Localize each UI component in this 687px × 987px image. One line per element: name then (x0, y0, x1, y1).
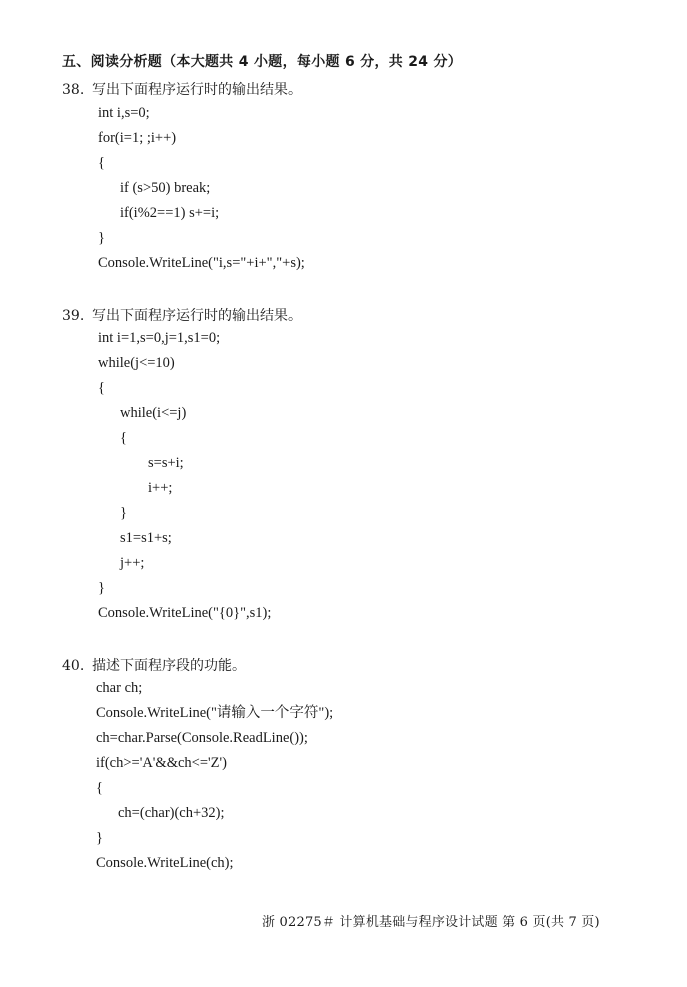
code-line: while(i<=j) (120, 405, 187, 421)
question-prompt: 写出下面程序运行时的输出结果。 (92, 308, 302, 324)
code-line: if (s>50) break; (120, 180, 211, 196)
code-line: while(j<=10) (98, 355, 175, 371)
question-38-heading (62, 79, 302, 99)
code-line: int i,s=0; (98, 105, 150, 121)
code-line: j++; (120, 555, 145, 571)
code-line: { (98, 380, 105, 396)
code-line: Console.WriteLine("i,s="+i+","+s); (98, 255, 305, 271)
question-39-code (98, 326, 271, 626)
question-39-heading (62, 305, 302, 325)
code-line: s1=s1+s; (120, 530, 172, 546)
code-line: } (120, 505, 127, 521)
question-prompt: 描述下面程序段的功能。 (92, 658, 246, 674)
code-line: int i=1,s=0,j=1,s1=0; (98, 330, 221, 346)
code-line: { (98, 155, 105, 171)
code-line: ch=char.Parse(Console.ReadLine()); (96, 730, 308, 746)
code-line: } (98, 580, 105, 596)
question-number: 40. (62, 658, 85, 674)
question-number: 39. (62, 308, 85, 324)
code-line: if(i%2==1) s+=i; (120, 205, 220, 221)
code-line: Console.WriteLine(ch); (96, 855, 234, 871)
code-line: char ch; (96, 680, 143, 696)
code-line: s=s+i; (148, 455, 184, 471)
code-line: } (98, 230, 105, 246)
code-line: if(ch>='A'&&ch<='Z') (96, 755, 227, 771)
code-line: Console.WriteLine("请输入一个字符"); (96, 705, 334, 721)
code-line: ch=(char)(ch+32); (118, 805, 225, 821)
question-38-code (98, 101, 305, 276)
question-prompt: 写出下面程序运行时的输出结果。 (92, 82, 302, 98)
code-line: Console.WriteLine("{0}",s1); (98, 605, 272, 621)
code-line: i++; (148, 480, 173, 496)
section-title: 五、阅读分析题（本大题共 4 小题，每小题 6 分，共 24 分） (62, 54, 463, 70)
code-line: { (96, 780, 103, 796)
question-40-code (96, 676, 333, 876)
code-line: } (96, 830, 103, 846)
question-number: 38. (62, 82, 85, 98)
code-line: { (120, 430, 127, 446)
question-40-heading (62, 655, 246, 675)
code-line: for(i=1; ;i++) (98, 130, 177, 146)
page-footer: 浙 02275＃ 计算机基础与程序设计试题 第 6 页(共 7 页) (262, 915, 600, 930)
